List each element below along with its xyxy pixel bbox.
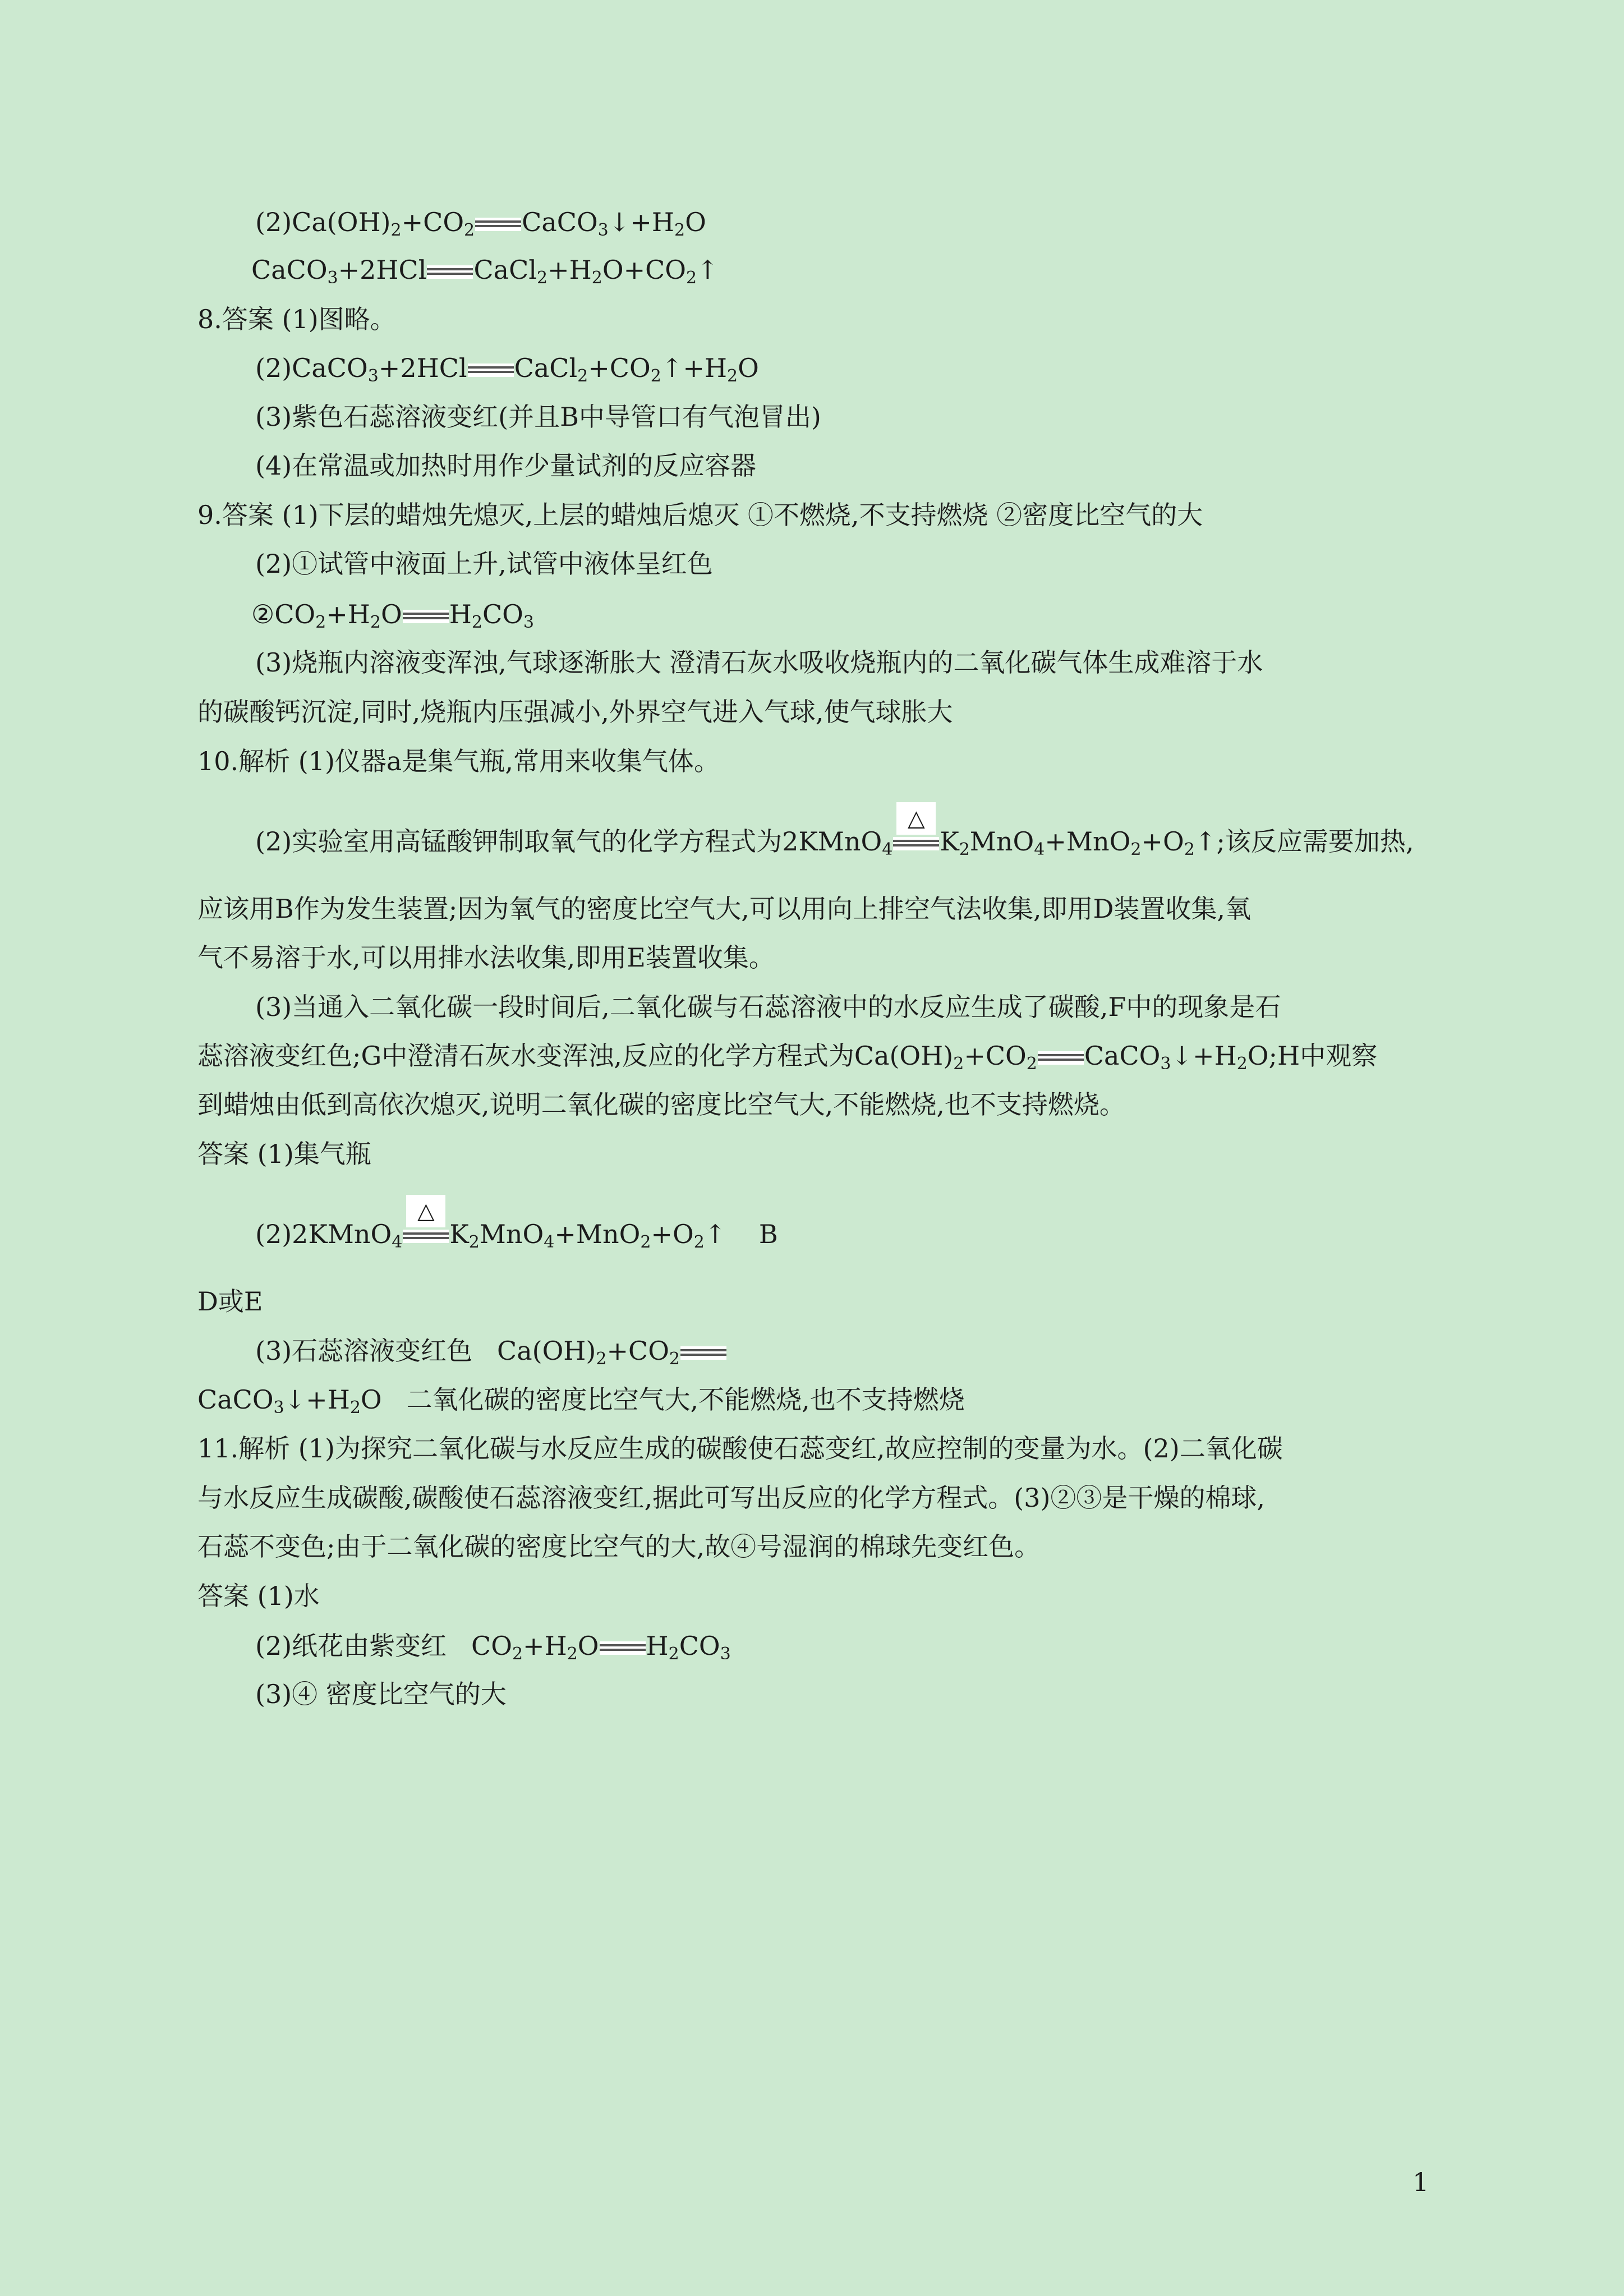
answer-11-heading: 答案 (1)水 xyxy=(197,1581,320,1611)
answer-7-part2-eq1: $(2)Ca(OH)_2+CO_2$ $CaCO_3↓+H_2O$ xyxy=(255,207,706,240)
answer-8-part2: (2)CaCO$_3$+2HCl $CaCl_2+CO_2↑+H_2O$ xyxy=(255,353,759,386)
analysis-11-line1: 11.解析 (1)为探究二氧化碳与水反应生成的碳酸使石蕊变红,故应控制的变量为水。(2)二氧化碳 xyxy=(197,1433,1283,1464)
analysis-10-part2-line2: 应该用B作为发生装置;因为氧气的密度比空气大,可以用向上排空气法收集,即用D装置收集,氧 xyxy=(197,894,1252,924)
analysis-10-part2-line1: (2)实验室用高锰酸钾制取氧气的化学方程式为2KMnO$_4$ △ $K_2MnO_4+MnO_2+O_2↑$;该反应需要加热, xyxy=(255,825,1495,858)
answer-9-heading: 9.答案 (1)下层的蜡烛先熄灭,上层的蜡烛后熄灭 ①不燃烧,不支持燃烧 ②密度比空气的大 xyxy=(197,500,1203,530)
heating-equals-sign xyxy=(893,806,939,850)
answer-10-part2: (2)2KMnO$_4$ △ $K_2MnO_4+MnO_2+O_2↑$ B xyxy=(255,1217,1495,1251)
analysis-10-part2-line3: 气不易溶于水,可以用排水法收集,即用E装置收集。 xyxy=(197,942,775,973)
answer-9-part2-eq: $②CO_2+H_2O$ $H_2CO_3$ xyxy=(251,599,534,632)
answer-10-heading: 答案 (1)集气瓶 xyxy=(197,1139,371,1169)
answer-8-part3: (3)紫色石蕊溶液变红(并且B中导管口有气泡冒出) xyxy=(255,402,821,432)
answer-7-part2-eq2: CaCO$_3$+2HCl $CaCl_2+H_2O+CO_2↑$ xyxy=(251,255,719,288)
answer-8-part4: (4)在常温或加热时用作少量试剂的反应容器 xyxy=(255,450,757,481)
heat-triangle-icon: △ xyxy=(406,1195,445,1227)
equals-sign xyxy=(403,610,449,623)
answer-8-heading: 8.答案 (1)图略。 xyxy=(197,304,396,334)
analysis-10-part3-line2: 蕊溶液变红色;G中澄清石灰水变浑浊,反应的化学方程式为$Ca(OH)_2+CO_2$ $CaCO_3↓+H_2O;H$中观察 xyxy=(197,1041,1378,1074)
answer-10-part2-cont: D或E xyxy=(197,1286,263,1317)
answer-10-part3-line2: $CaCO_3↓+H_2O$ 二氧化碳的密度比空气大,不能燃烧,也不支持燃烧 xyxy=(197,1384,965,1418)
equals-sign xyxy=(468,364,514,377)
answer-9-part3-line2: 的碳酸钙沉淀,同时,烧瓶内压强减小,外界空气进入气球,使气球胀大 xyxy=(197,697,953,727)
analysis-10-part3-line1: (3)当通入二氧化碳一段时间后,二氧化碳与石蕊溶液中的水反应生成了碳酸,F中的现象是石 xyxy=(255,992,1281,1022)
equals-sign xyxy=(1038,1051,1084,1065)
equals-sign xyxy=(427,265,473,279)
answer-11-part3: (3)④ 密度比空气的大 xyxy=(255,1679,507,1709)
analysis-10-part3-line3: 到蜡烛由低到高依次熄灭,说明二氧化碳的密度比空气大,不能燃烧,也不支持燃烧。 xyxy=(197,1089,1125,1120)
page-number: 1 xyxy=(1413,2167,1429,2197)
analysis-11-line3: 石蕊不变色;由于二氧化碳的密度比空气的大,故④号湿润的棉球先变红色。 xyxy=(197,1531,1041,1562)
equals-sign xyxy=(600,1641,646,1655)
equals-sign xyxy=(680,1346,726,1360)
analysis-10-heading: 10.解析 (1)仪器a是集气瓶,常用来收集气体。 xyxy=(197,746,720,776)
answer-11-part2: (2)纸花由紫变红 $CO_2+H_2O$ $H_2CO_3$ xyxy=(255,1631,731,1664)
heating-equals-sign xyxy=(403,1198,449,1243)
answer-10-part3-line1: (3)石蕊溶液变红色 $Ca(OH)_2+CO_2$ xyxy=(255,1334,1495,1368)
answer-9-part3-line1: (3)烧瓶内溶液变浑浊,气球逐渐胀大 澄清石灰水吸收烧瓶内的二氧化碳气体生成难溶于水 xyxy=(255,647,1263,678)
heat-triangle-icon: △ xyxy=(896,802,936,835)
analysis-11-line2: 与水反应生成碳酸,碳酸使石蕊溶液变红,据此可写出反应的化学方程式。(3)②③是干燥的棉球, xyxy=(197,1483,1266,1513)
equals-sign xyxy=(475,218,521,231)
answer-9-part2: (2)①试管中液面上升,试管中液体呈红色 xyxy=(255,549,713,579)
